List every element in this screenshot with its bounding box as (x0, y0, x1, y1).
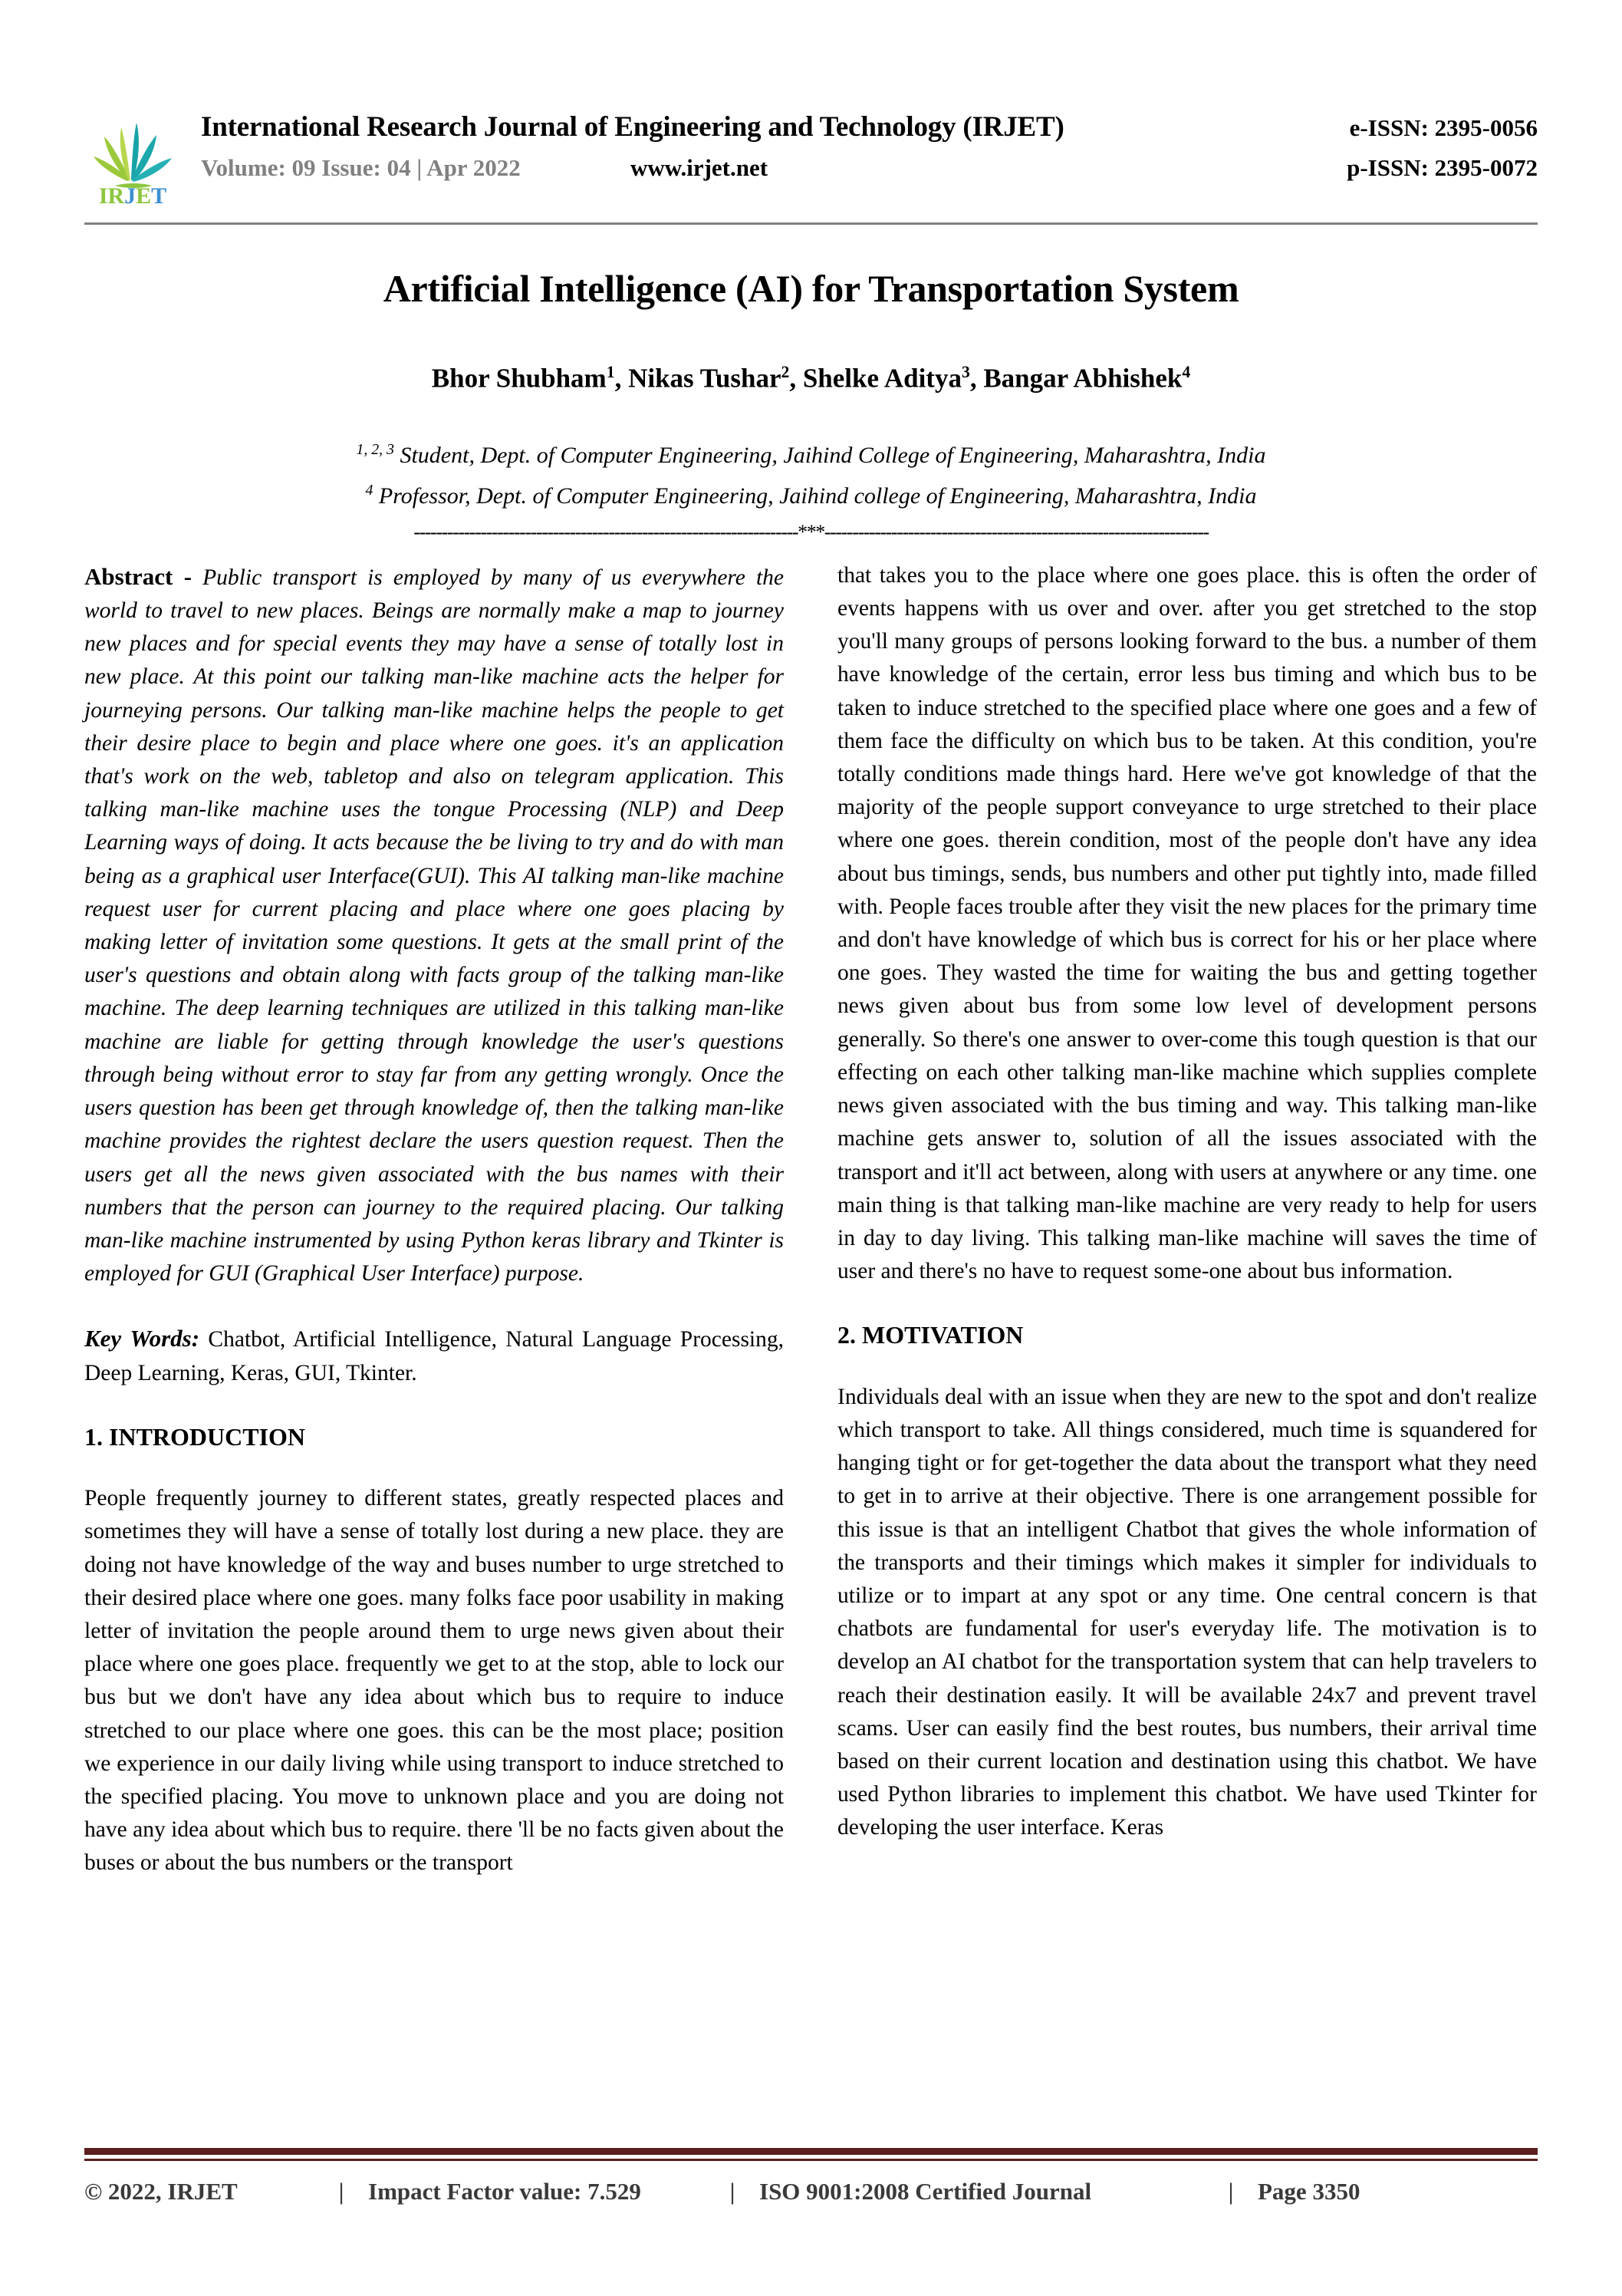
footer-copyright: © 2022, IRJET (84, 2178, 238, 2205)
introduction-paragraph: People frequently journey to different states, greatly respected places and sometimes they will have a sense of totally lost during a new place. they are doing not have knowledge of the way and buses number to urge stretched to their desired place where one goes. many folks face poor usability in making letter of invitation the people around them to urge news given about their place where one goes place. frequently we get to at the stop, able to lock our bus but we don't have any idea about which bus to require to induce stretched to our place where one goes. this can be the most place; position we experience in our daily living while using transport to induce stretched to the specified placing. You move to unknown place and you are doing not have any idea about which bus to require. there 'll be no facts given about the buses or about the bus numbers or the transport (84, 1486, 784, 1876)
footer-content-row (84, 2178, 1538, 2205)
two-column-body (84, 559, 1538, 1880)
p-issn: p-ISSN: 2395-0072 (1347, 154, 1538, 181)
keywords-paragraph (84, 1321, 784, 1389)
keywords-body: Chatbot, Artificial Intelligence, Natural Language Processing, Deep Learning, Keras, GUI, Tkinter. (84, 1327, 784, 1385)
journal-masthead (84, 0, 1538, 209)
journal-website[interactable]: www.irjet.net (630, 154, 768, 181)
e-issn: e-ISSN: 2395-0056 (1349, 114, 1538, 141)
volume-issue-date: Volume: 09 Issue: 04 | Apr 2022 (201, 154, 521, 181)
motivation-paragraph: Individuals deal with an issue when they are new to the spot and don't realize which transport to take. All things considered, much time is squandered for hanging tight or for get-together the data about the transport what they need to get in to arrive at their objective. There is one arrangement possible for this issue is that an intelligent Chatbot that gives the whole information of the transports and their timings which makes it simpler for individuals to utilize or to impart at any spot or any time. One central concern is that chatbots are fundamental for user's everyday life. The motivation is to develop an AI chatbot for the transportation system that can help travelers to reach their destination easily. It will be available 24x7 and prevent travel scams. User can easily find the best routes, bus numbers, their arrival time based on their current location and destination using this chatbot. We have used Python libraries to implement this chatbot. We have used Tkinter for developing the user interface. Keras (837, 1384, 1537, 1840)
journal-title: International Research Journal of Engineering and Technology (IRJET) (201, 111, 1064, 143)
footer-divider-thick (84, 2148, 1538, 2155)
header-divider (84, 222, 1538, 225)
page-footer (84, 2148, 1538, 2205)
keywords-label: Key Words: (84, 1325, 200, 1352)
abstract-body: Public transport is employed by many of us everywhere the world to travel to new places. Beings are normally make a map to journey new places and for special events they may have a sense of totally lost in new place. At this point our talking man-like machine acts the helper for journeying persons. Our talking man-like machine helps the people to get their desire place to begin and place where one goes. it's an application that's work on the web, tabletop and also on telegram application. This talking man-like machine uses the tongue Processing (NLP) and Deep Learning ways of doing. It acts because the be living to try and do with man being as a graphical user Interface(GUI). This AI talking man-like machine request user for current placing and place where one goes placing by making letter of invitation some questions. It gets at the small print of the user's questions and obtain along with facts group of the talking man-like machine. The deep learning techniques are utilized in this talking man-like machine are liable for getting through knowledge the user's questions through being without error to stay far from any getting wrongly. Once the users question has been get through knowledge of, then the talking man-like machine provides the rightest declare the users question request. Then the users get all the news given associated with the bus names with their numbers that the person can journey to the required placing. Our talking man-like machine instrumented by using Python keras library and Tkinter is employed for GUI (Graphical User Interface) purpose. (84, 565, 784, 1286)
svg-text:IRJET: IRJET (98, 183, 167, 209)
affiliation-students: $^{1, 2, 3}$ Student, Dept. of Computer Engineering, Jaihind College of Engineering, Maharashtra, India (356, 440, 1266, 468)
footer-divider-thin (84, 2159, 1538, 2161)
footer-page-number: Page 3350 (1258, 2178, 1360, 2205)
footer-impact-factor: Impact Factor value: 7.529 (368, 2178, 641, 2205)
page-title: Artificial Intelligence (AI) for Transportation System (383, 267, 1239, 310)
right-column (837, 559, 1537, 1880)
author-list: Bhor Shubham$^1$, Nikas Tushar$^2$, Shelke Aditya$^3$, Bangar Abhishek$^4$ (431, 363, 1191, 394)
section-divider: ---------------------------------------------------------------------***--------------------------------------------------------------------- (413, 522, 1209, 542)
footer-certification: ISO 9001:2008 Certified Journal (759, 2178, 1092, 2205)
abstract-label: Abstract - (84, 562, 192, 590)
footer-separator-3: | (1228, 2178, 1234, 2205)
masthead-text-block (181, 107, 1538, 182)
irjet-logo-icon (84, 112, 181, 209)
abstract-paragraph (84, 559, 784, 1290)
left-column (84, 559, 784, 1880)
affiliation-professor: $^4$ Professor, Dept. of Computer Engineering, Jaihind college of Engineering, Maharashtra, India (365, 482, 1257, 509)
footer-separator-1: | (338, 2178, 344, 2205)
heading-motivation: 2. MOTIVATION (837, 1321, 1024, 1349)
irjet-logo (84, 112, 181, 209)
heading-introduction: 1. INTRODUCTION (84, 1422, 306, 1451)
footer-separator-2: | (729, 2178, 735, 2205)
introduction-continued-paragraph: that takes you to the place where one goes place. this is often the order of events happens with us over and over. after you get stretched to the stop you'll many groups of persons looking forward to the bus. a number of them have knowledge of the certain, error less bus timing and which bus to be taken to induce stretched to the specified place where one goes and a few of them face the difficulty on which bus to be taken. At this condition, you're totally conditions made things hard. Here we've got knowledge of that the majority of the people support conveyance to urge stretched to their place where one goes. therein condition, most of the people don't have any idea about bus timings, sends, bus numbers and other put tightly into, made filled with. People faces trouble after they visit the new places for the primary time and don't have knowledge of which bus is correct for his or her place where one goes. They wasted the time for waiting the bus and getting together news given about bus from some low level of development persons generally. So there's one answer to over-come this tough question is that our effecting on each other talking man-like machine which supplies complete news given associated with the bus timing and way. This talking man-like machine gets answer to, solution of all the issues associated with the transport and it'll act between, along with users at anywhere or any time. one main thing is that talking man-like machine are very ready to help for users in day to day living. This talking man-like machine will saves the time of user and there's no have to request some-one about bus information. (837, 562, 1537, 1284)
